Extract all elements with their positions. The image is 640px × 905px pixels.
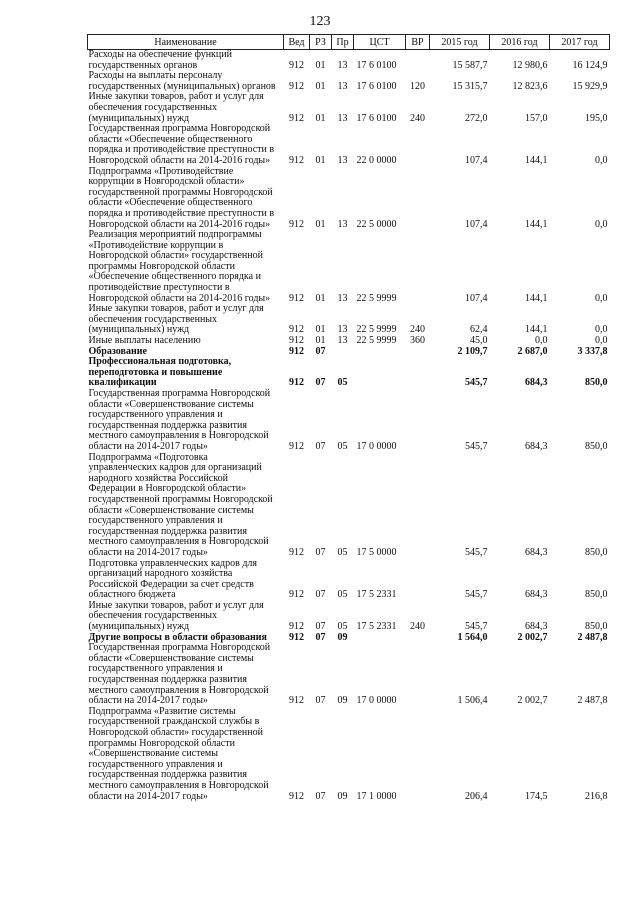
cell-2015: 107,4 <box>465 154 488 166</box>
cell-2016: 144,1 <box>525 218 548 230</box>
cell-2017: 0,0 <box>595 324 608 336</box>
cell-name: Подпрограмма «Подготовка управленческих кадров для организаций народного хозяйства Российской Федерации в Новгородской области» государственной программы Новгородской области «Совершенствование системы государственного управления и государственная поддержка развития местного самоуправления в Новгородской области на 2014-2017 годы» <box>88 451 273 558</box>
table-row <box>88 357 610 389</box>
cell-rz: 07 <box>315 377 326 389</box>
cell-vr <box>406 124 430 166</box>
cell-ved: 912 <box>289 440 304 452</box>
cell-2016: 0,0 <box>535 335 548 347</box>
cell-2015: 2 109,7 <box>457 345 488 357</box>
table-row <box>88 167 610 231</box>
cell-name: Подпрограмма «Развитие системы государственной гражданской службы в Новгородской области» государственной программы Новгородской области «Совершенствование системы государственного управления и государственная поддержка развития местного самоуправления в Новгородской области на 2014-2017 годы» <box>88 705 269 802</box>
table-body <box>88 50 610 803</box>
cell-rz: 01 <box>315 292 326 304</box>
cell-2016: 144,1 <box>525 324 548 336</box>
cell-2017: 2 487,8 <box>577 695 608 707</box>
cell-name: Иные закупки товаров, работ и услуг для обеспечения государственных (муниципальных) нужд <box>88 91 264 124</box>
cell-2017: 216,8 <box>585 790 608 802</box>
table-row <box>88 304 610 336</box>
budget-table <box>87 34 610 802</box>
cell-cst <box>354 357 406 389</box>
header-vr: ВР <box>406 35 430 50</box>
cell-ved: 912 <box>289 695 304 707</box>
cell-vr: 240 <box>410 324 425 336</box>
cell-pr: 13 <box>337 324 348 336</box>
cell-2016: 2 687,0 <box>517 345 548 357</box>
cell-ved: 912 <box>289 621 304 633</box>
cell-vr <box>406 633 430 644</box>
cell-2015: 1 564,0 <box>457 631 488 643</box>
cell-2015: 62,4 <box>470 324 488 336</box>
header-rz: РЗ <box>310 35 332 50</box>
cell-ved: 912 <box>289 377 304 389</box>
cell-cst: 17 1 0000 <box>356 790 397 802</box>
header-2015: 2015 год <box>430 35 490 50</box>
cell-rz: 07 <box>315 621 326 633</box>
cell-ved: 912 <box>289 112 304 124</box>
cell-2015: 45,0 <box>470 335 488 347</box>
cell-pr <box>332 347 354 358</box>
table-row <box>88 92 610 124</box>
cell-name: Профессиональная подготовка, переподготовка и повышение квалификации <box>88 356 232 389</box>
cell-2015: 206,4 <box>465 790 488 802</box>
cell-pr: 13 <box>337 112 348 124</box>
cell-ved: 912 <box>289 59 304 71</box>
cell-cst: 17 0 0000 <box>356 695 397 707</box>
cell-ved: 912 <box>289 546 304 558</box>
cell-vr <box>406 643 430 707</box>
cell-2017: 850,0 <box>585 621 608 633</box>
cell-rz: 07 <box>315 546 326 558</box>
cell-2016: 684,3 <box>525 621 548 633</box>
cell-pr: 13 <box>337 335 348 347</box>
cell-pr: 13 <box>337 218 348 230</box>
cell-2017: 3 337,8 <box>577 345 608 357</box>
cell-2016: 684,3 <box>525 377 548 389</box>
cell-cst: 17 6 0100 <box>356 112 397 124</box>
cell-name: Иные выплаты населению <box>88 335 201 347</box>
cell-2015: 545,7 <box>465 440 488 452</box>
cell-2016: 174,5 <box>525 790 548 802</box>
cell-vr <box>406 347 430 358</box>
cell-name: Другие вопросы в области образования <box>88 631 267 643</box>
cell-2017: 195,0 <box>585 112 608 124</box>
cell-2015: 107,4 <box>465 292 488 304</box>
cell-ved: 912 <box>289 335 304 347</box>
cell-ved: 912 <box>289 631 304 643</box>
header-cst: ЦСТ <box>354 35 406 50</box>
cell-cst: 17 6 0100 <box>356 59 397 71</box>
cell-rz: 07 <box>315 695 326 707</box>
page-number: 123 <box>309 14 331 29</box>
cell-ved: 912 <box>289 218 304 230</box>
cell-2015: 545,7 <box>465 377 488 389</box>
cell-rz: 01 <box>315 324 326 336</box>
cell-vr <box>406 230 430 304</box>
cell-vr <box>406 707 430 802</box>
cell-2017: 0,0 <box>595 218 608 230</box>
cell-cst: 22 5 9999 <box>356 324 397 336</box>
cell-cst: 17 5 2331 <box>356 621 397 633</box>
cell-name: Подпрограмма «Противодействие коррупции в Новгородской области» государственной программы Новгородской области «Обеспечение общественного порядка и противодействие преступности в Новгородской области на 2014-2016 годы» <box>88 165 275 230</box>
cell-2016: 2 002,7 <box>517 631 548 643</box>
cell-name: Подготовка управленческих кадров для организаций народного хозяйства Российской Федерации за счет средств областного бюджета <box>88 557 258 601</box>
cell-2017: 0,0 <box>595 335 608 347</box>
cell-ved: 912 <box>289 80 304 92</box>
cell-rz: 07 <box>315 345 326 357</box>
cell-2016: 12 823,6 <box>512 80 548 92</box>
cell-2017: 850,0 <box>585 440 608 452</box>
cell-ved: 912 <box>289 154 304 166</box>
table-row <box>88 50 610 72</box>
table-row <box>88 124 610 166</box>
cell-vr: 240 <box>410 621 425 633</box>
cell-cst: 17 5 2331 <box>356 589 397 601</box>
cell-rz: 07 <box>315 790 326 802</box>
cell-pr: 05 <box>337 589 348 601</box>
cell-cst: 17 5 0000 <box>356 546 397 558</box>
cell-pr: 05 <box>337 377 348 389</box>
cell-2016: 684,3 <box>525 440 548 452</box>
cell-vr: 360 <box>410 335 425 347</box>
cell-name: Государственная программа Новгородской области «Совершенствование системы государственного управления и государственная поддержка развития местного самоуправления в Новгородской области на 2014-2017 годы» <box>88 642 271 707</box>
cell-pr: 13 <box>337 292 348 304</box>
cell-2016: 2 002,7 <box>517 695 548 707</box>
cell-2016: 684,3 <box>525 546 548 558</box>
cell-2015: 545,7 <box>465 546 488 558</box>
cell-name: Иные закупки товаров, работ и услуг для обеспечения государственных (муниципальных) нужд <box>88 599 264 633</box>
cell-cst: 22 0 0000 <box>356 154 397 166</box>
cell-2015: 545,7 <box>465 589 488 601</box>
cell-2015: 272,0 <box>465 112 488 124</box>
table-row <box>88 707 610 802</box>
cell-vr <box>406 559 430 601</box>
cell-ved: 912 <box>289 790 304 802</box>
table-row <box>88 230 610 304</box>
cell-ved: 912 <box>289 589 304 601</box>
table-row <box>88 389 610 453</box>
cell-2015: 15 587,7 <box>452 59 488 71</box>
cell-2016: 684,3 <box>525 589 548 601</box>
cell-cst <box>354 347 406 358</box>
cell-2017: 850,0 <box>585 546 608 558</box>
cell-ved: 912 <box>289 292 304 304</box>
cell-rz: 01 <box>315 335 326 347</box>
cell-2016: 12 980,6 <box>512 59 548 71</box>
cell-2016: 144,1 <box>525 154 548 166</box>
cell-name: Реализация мероприятий подпрограммы «Противодействие коррупции в Новгородской области» государственной программы Новгородской области «Обеспечение общественного порядка и противодействие преступности в Новгородской области на 2014-2016 годы» <box>88 229 271 304</box>
cell-pr: 13 <box>337 80 348 92</box>
cell-pr: 09 <box>337 790 348 802</box>
cell-rz: 01 <box>315 218 326 230</box>
cell-rz: 01 <box>315 112 326 124</box>
cell-name: Государственная программа Новгородской области «Совершенствование системы государственного управления и государственная поддержка развития местного самоуправления в Новгородской области на 2014-2017 годы» <box>88 388 271 452</box>
cell-pr: 13 <box>337 59 348 71</box>
header-name: Наименование <box>88 35 284 50</box>
table-row <box>88 643 610 707</box>
header-ved: Вед <box>284 35 310 50</box>
cell-2017: 2 487,8 <box>577 631 608 643</box>
cell-vr <box>406 167 430 231</box>
cell-pr: 05 <box>337 621 348 633</box>
cell-cst: 22 5 0000 <box>356 218 397 230</box>
cell-rz: 01 <box>315 80 326 92</box>
cell-2015: 107,4 <box>465 218 488 230</box>
cell-pr: 09 <box>337 631 348 643</box>
table-header <box>88 35 610 50</box>
cell-pr: 05 <box>337 546 348 558</box>
cell-rz: 07 <box>315 631 326 643</box>
table-row <box>88 453 610 559</box>
cell-pr: 09 <box>337 695 348 707</box>
cell-name: Расходы на обеспечение функций государственных органов <box>88 49 232 71</box>
cell-pr: 13 <box>337 154 348 166</box>
cell-2017: 850,0 <box>585 589 608 601</box>
cell-2015: 15 315,7 <box>452 80 488 92</box>
cell-cst: 17 6 0100 <box>356 80 397 92</box>
cell-2017: 850,0 <box>585 377 608 389</box>
cell-name: Государственная программа Новгородской области «Обеспечение общественного порядка и противодействие преступности в Новгородской области на 2014-2016 годы» <box>88 123 275 166</box>
cell-vr: 120 <box>410 80 425 92</box>
cell-name: Иные закупки товаров, работ и услуг для обеспечения государственных (муниципальных) нужд <box>88 303 264 336</box>
cell-2017: 0,0 <box>595 292 608 304</box>
table-row <box>88 601 610 633</box>
cell-2016: 157,0 <box>525 112 548 124</box>
cell-cst: 22 5 9999 <box>356 292 397 304</box>
cell-name: Расходы на выплаты персоналу государственных (муниципальных) органов <box>88 70 276 92</box>
header-2016: 2016 год <box>490 35 550 50</box>
cell-rz: 07 <box>315 440 326 452</box>
cell-vr <box>406 389 430 453</box>
cell-vr <box>406 357 430 389</box>
cell-name: Образование <box>88 345 147 357</box>
cell-vr <box>406 453 430 559</box>
header-pr: Пр <box>332 35 354 50</box>
cell-2016: 144,1 <box>525 292 548 304</box>
header-2017: 2017 год <box>550 35 610 50</box>
table-row <box>88 559 610 601</box>
cell-cst: 22 5 9999 <box>356 335 397 347</box>
cell-2017: 0,0 <box>595 154 608 166</box>
cell-2017: 16 124,9 <box>572 59 608 71</box>
cell-rz: 01 <box>315 59 326 71</box>
cell-cst: 17 0 0000 <box>356 440 397 452</box>
cell-rz: 07 <box>315 589 326 601</box>
cell-rz: 01 <box>315 154 326 166</box>
cell-2017: 15 929,9 <box>572 80 608 92</box>
cell-vr <box>406 50 430 72</box>
table-row <box>88 71 610 92</box>
cell-2015: 1 506,4 <box>457 695 488 707</box>
cell-ved: 912 <box>289 324 304 336</box>
cell-ved: 912 <box>289 345 304 357</box>
cell-vr: 240 <box>410 112 425 124</box>
cell-cst <box>354 633 406 644</box>
cell-pr: 05 <box>337 440 348 452</box>
cell-2015: 545,7 <box>465 621 488 633</box>
